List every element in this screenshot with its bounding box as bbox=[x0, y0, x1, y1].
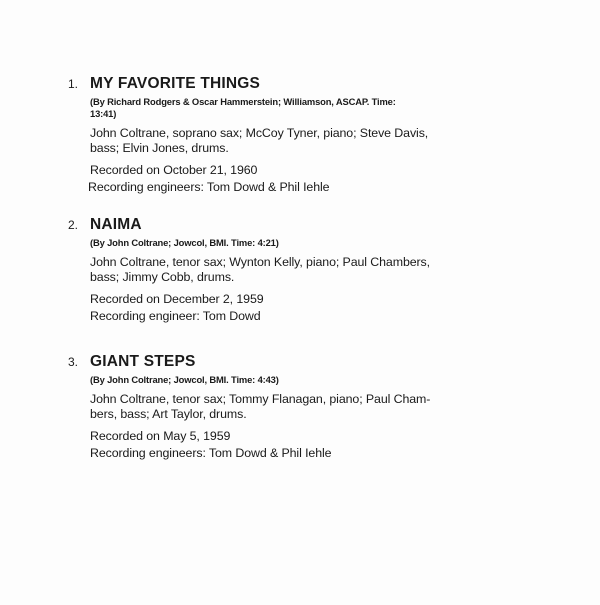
personnel-line: John Coltrane, soprano sax; McCoy Tyner, piano; Steve Davis, bbox=[90, 126, 429, 140]
recording-engineers: Recording engineers: Tom Dowd & Phil Iehle bbox=[88, 180, 330, 194]
track-title-row bbox=[68, 352, 538, 372]
track-title: NAIMA bbox=[90, 216, 142, 233]
personnel-line: John Coltrane, tenor sax; Wynton Kelly, piano; Paul Chambers, bbox=[90, 255, 430, 269]
track-credits bbox=[90, 96, 538, 120]
recording-engineers: Recording engineers: Tom Dowd & Phil Iehle bbox=[90, 446, 332, 460]
credits-line: (By Richard Rodgers & Oscar Hammerstein; Williamson, ASCAP. Time: bbox=[90, 96, 396, 107]
recording-engineers: Recording engineer: Tom Dowd bbox=[90, 309, 261, 323]
track-personnel bbox=[90, 126, 538, 156]
recorded-date: Recorded on October 21, 1960 bbox=[90, 163, 258, 177]
track-number: 1. bbox=[68, 77, 79, 91]
track-credits bbox=[90, 237, 538, 249]
track-title: GIANT STEPS bbox=[90, 353, 196, 370]
track-title: MY FAVORITE THINGS bbox=[90, 75, 261, 92]
track-title-row bbox=[68, 74, 538, 94]
credits-line: (By John Coltrane; Jowcol, BMI. Time: 4:21) bbox=[90, 237, 279, 248]
track-personnel bbox=[90, 255, 538, 285]
personnel-line: John Coltrane, tenor sax; Tommy Flanagan, piano; Paul Cham- bbox=[90, 392, 431, 406]
track-title-row bbox=[68, 215, 538, 235]
track-entry-2 bbox=[68, 215, 538, 324]
personnel-line: bass; Elvin Jones, drums. bbox=[90, 141, 229, 155]
track-entry-1 bbox=[68, 74, 538, 195]
personnel-line: bers, bass; Art Taylor, drums. bbox=[90, 407, 247, 421]
recorded-date: Recorded on May 5, 1959 bbox=[90, 429, 231, 443]
track-credits bbox=[90, 374, 538, 386]
recorded-date: Recorded on December 2, 1959 bbox=[90, 292, 264, 306]
track-entry-3 bbox=[68, 352, 538, 461]
personnel-line: bass; Jimmy Cobb, drums. bbox=[90, 270, 235, 284]
track-personnel bbox=[90, 392, 538, 422]
track-number: 3. bbox=[68, 355, 79, 369]
credits-line: 13:41) bbox=[90, 108, 117, 119]
track-number: 2. bbox=[68, 218, 79, 232]
credits-line: (By John Coltrane; Jowcol, BMI. Time: 4:43) bbox=[90, 374, 279, 385]
